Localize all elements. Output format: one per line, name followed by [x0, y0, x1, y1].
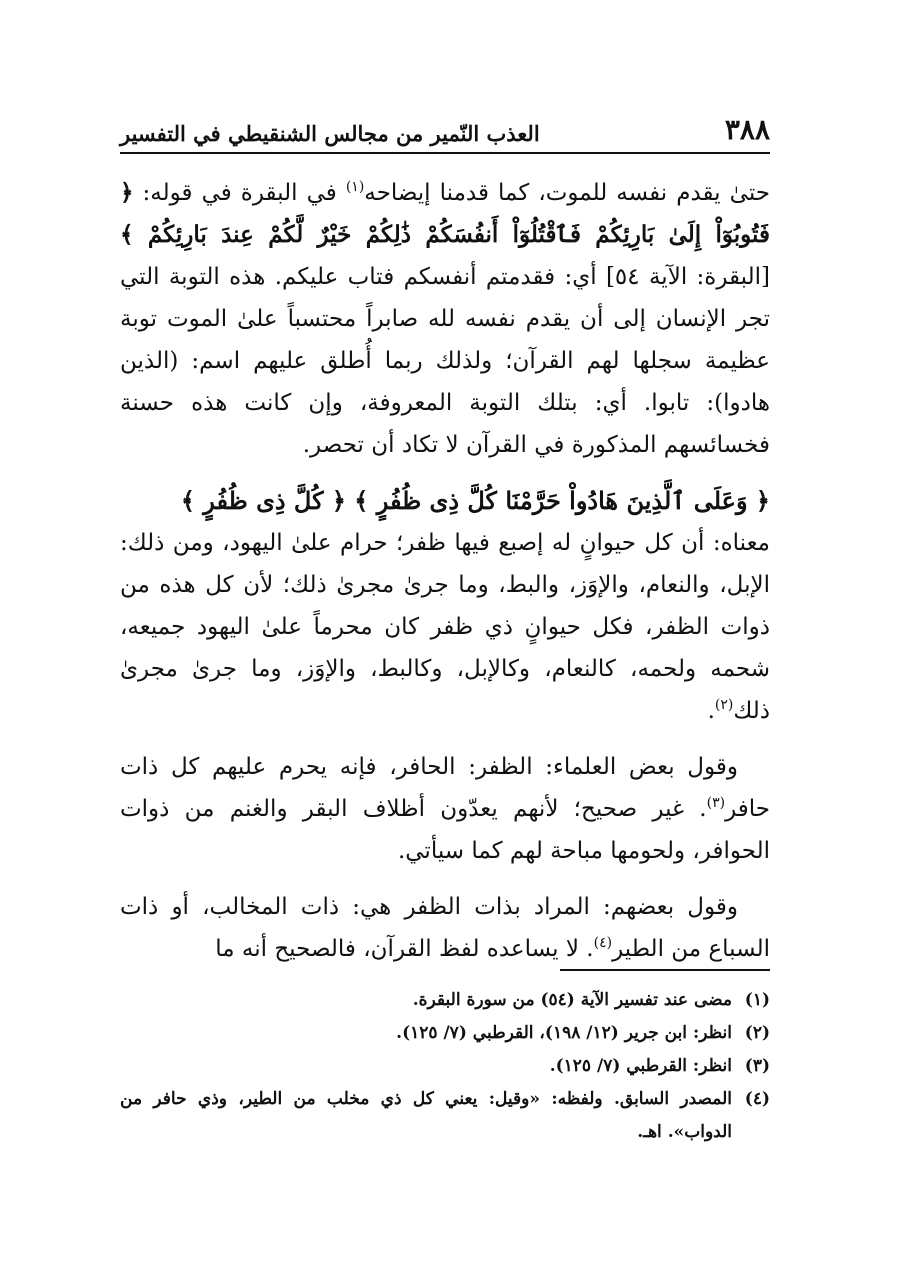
footnote-text: انظر: القرطبي (٧/ ١٢٥).: [549, 1056, 732, 1076]
paragraph-4: [120, 886, 770, 970]
quran-verse-1: ﴿ فَتُوبُوٓاْ إِلَىٰ بَارِئِكُمْ فَٱقْتُلُوٓاْ أَنفُسَكُمْ ذَٰلِكُمْ خَيْرٌ لَّكُمْ عِندَ بَارِئِكُمْ ﴾: [120, 179, 770, 248]
paragraph-1: [120, 172, 770, 466]
verse-heading: [120, 480, 770, 522]
footnote-number: (١): [744, 990, 770, 1010]
paragraph-3-text-a: وقول بعض العلماء: الظفر: الحافر، فإنه يحرم عليهم كل ذات حافر: [120, 754, 770, 822]
paragraph-3-text-b: . غير صحيح؛ لأنهم يعدّون أظلاف البقر والغنم من ذوات الحوافر، ولحومها مباحة لهم كما سيأتي.: [120, 796, 770, 864]
page-header: [120, 96, 770, 154]
paragraph-2-text-b: .: [707, 698, 715, 724]
paragraph-2: [120, 522, 770, 732]
page-number: ٣٨٨: [724, 113, 770, 146]
footnote-number: (٣): [744, 1056, 770, 1076]
paragraph-1-text-a: حتىٰ يقدم نفسه للموت، كما قدمنا إيضاحه: [364, 180, 770, 206]
footnotes: [120, 984, 770, 1149]
footnote-ref-3: (٣): [706, 795, 726, 811]
footnote-number: (٢): [744, 1023, 770, 1043]
footnote-separator: [560, 969, 770, 971]
footnote-1: [120, 984, 770, 1017]
paragraph-4-text-b: . لا يساعده لفظ القرآن، فالصحيح أنه ما: [215, 936, 594, 962]
body-text: [120, 172, 770, 970]
paragraph-1-text-b: في البقرة في قوله:: [133, 180, 346, 206]
paragraph-4-text-a: وقول بعضهم: المراد بذات الظفر هي: ذات المخالب، أو ذات السباع من الطير: [120, 894, 770, 962]
footnote-4: [120, 1083, 770, 1149]
footnote-ref-2: (٢): [714, 697, 734, 713]
footnote-text: المصدر السابق. ولفظه: «وقيل: يعني كل ذي مخلب من الطير، وذي حافر من الدواب». اهـ.: [120, 1089, 732, 1142]
verse-heading-full: ﴿ وَعَلَى ٱلَّذِينَ هَادُواْ حَرَّمْنَا كُلَّ ذِى ظُفُرٍ ﴾: [354, 486, 770, 515]
footnote-text: انظر: ابن جرير (١٢/ ١٩٨)، القرطبي (٧/ ١٢٥).: [396, 1023, 732, 1043]
footnote-2: [120, 1017, 770, 1050]
running-title: العذب النّمير من مجالس الشنقيطي في التفسير: [120, 121, 540, 146]
paragraph-1-text-c: [البقرة: الآية ٥٤] أي: فقدمتم أنفسكم فتاب عليكم. هذه التوبة التي تجر الإنسان إلى أن يقدم نفسه لله صابراً محتسباً علىٰ الموت توبة عظيمة سجلها لهم القرآن؛ ولذلك ربما أُطلق عليهم اسم: (الذين هادوا): تابوا. أي: بتلك التوبة المعروفة، وإن كانت هذه حسنة فخسائسهم المذكورة في القرآن لا تكاد أن تحصر.: [120, 264, 770, 458]
book-page: [120, 96, 770, 1206]
footnote-ref-1: (١): [345, 179, 365, 195]
paragraph-2-text-a: معناه: أن كل حيوانٍ له إصبع فيها ظفر؛ حرام علىٰ اليهود، ومن ذلك: الإبل، والنعام، والإوَز، والبط، وما جرىٰ مجرىٰ ذلك؛ لأن كل هذه من ذوات الظفر، فكل حيوانٍ ذي ظفر كان محرماً علىٰ اليهود جميعه، شحمه ولحمه، كالنعام، وكالإبل، وكالبط، والإوَز، وما جرىٰ مجرىٰ ذلك: [120, 530, 770, 724]
paragraph-3: [120, 746, 770, 872]
footnote-3: [120, 1050, 770, 1083]
footnote-text: مضى عند تفسير الآية (٥٤) من سورة البقرة.: [412, 990, 732, 1010]
footnote-number: (٤): [744, 1089, 770, 1109]
footnote-ref-4: (٤): [593, 935, 613, 951]
verse-heading-excerpt: ﴿ كُلَّ ذِى ظُفُرٍ ﴾: [180, 486, 355, 515]
